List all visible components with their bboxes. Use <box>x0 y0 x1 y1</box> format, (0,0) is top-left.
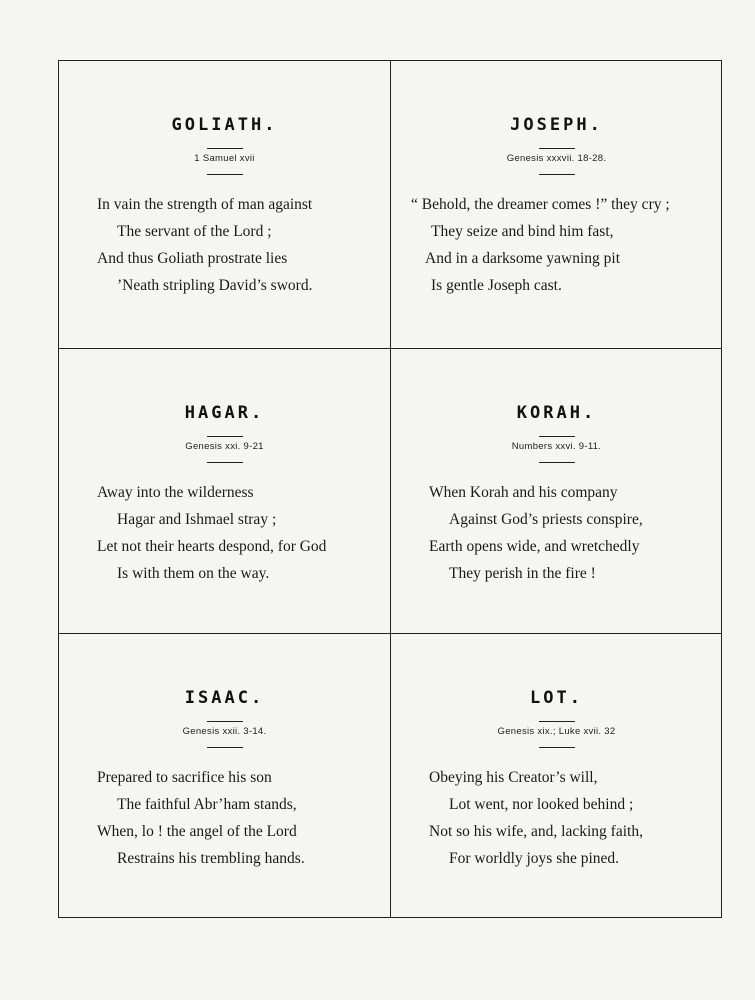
title-rule-top <box>207 436 243 437</box>
verse-line: They perish in the fire ! <box>449 565 596 582</box>
scripture-reference: Genesis xix.; Luke xvii. 32 <box>497 726 616 737</box>
verse <box>411 191 670 299</box>
title-rule-bottom <box>539 174 575 175</box>
scripture-reference: Genesis xxxvii. 18-28. <box>506 153 607 164</box>
card-goliath <box>58 60 390 348</box>
card-title: HAGAR. <box>184 403 265 423</box>
verse-line: When, lo ! the angel of the Lord <box>97 823 297 840</box>
verse <box>97 191 312 299</box>
verse <box>97 764 305 872</box>
verse-line: ’Neath stripling David’s sword. <box>117 277 313 294</box>
verse-line: The faithful Abr’ham stands, <box>117 796 297 813</box>
verse-line: And thus Goliath prostrate lies <box>97 250 288 267</box>
title-rule-bottom <box>207 747 243 748</box>
verse-line: Restrains his trembling hands. <box>117 850 305 867</box>
verse-line: Hagar and Ishmael stray ; <box>117 511 277 528</box>
verse-line: Is with them on the way. <box>117 565 270 582</box>
card-hagar <box>58 348 390 633</box>
verse-line: When Korah and his company <box>429 484 618 501</box>
scripture-reference: Numbers xxvi. 9-11. <box>511 441 602 452</box>
verse-line: Is gentle Joseph cast. <box>431 277 562 294</box>
card-title: JOSEPH. <box>510 115 603 135</box>
verse-line: Away into the wilderness <box>97 484 254 501</box>
verse-card-grid <box>58 60 722 918</box>
title-rule-bottom <box>207 462 243 463</box>
card-isaac <box>58 633 390 918</box>
verse-line: In vain the strength of man against <box>97 196 313 213</box>
verse <box>97 479 326 587</box>
verse <box>429 479 643 587</box>
scripture-reference: Genesis xxi. 9-21 <box>185 441 264 452</box>
title-rule-bottom <box>207 174 243 175</box>
verse-line: And in a darksome yawning pit <box>425 250 621 267</box>
title-rule-bottom <box>539 462 575 463</box>
verse-line: “ Behold, the dreamer comes !” they cry ; <box>411 196 670 213</box>
scripture-reference: Genesis xxii. 3-14. <box>182 726 267 737</box>
verse-line: Against God’s priests conspire, <box>449 511 643 528</box>
title-rule-top <box>207 721 243 722</box>
card-title: ISAAC. <box>184 688 265 708</box>
title-rule-top <box>539 436 575 437</box>
verse-line: They seize and bind him fast, <box>431 223 614 240</box>
card-joseph <box>390 60 722 348</box>
title-rule-top <box>207 148 243 149</box>
verse-line: Let not their hearts despond, for God <box>97 538 327 555</box>
verse-line: Not so his wife, and, lacking faith, <box>429 823 643 840</box>
verse-line: Earth opens wide, and wretchedly <box>429 538 640 555</box>
scripture-reference: 1 Samuel xvii <box>194 153 255 164</box>
card-title: GOLIATH. <box>171 115 278 135</box>
verse-line: Prepared to sacrifice his son <box>97 769 272 786</box>
title-rule-bottom <box>539 747 575 748</box>
card-title: LOT. <box>530 688 583 708</box>
verse-line: The servant of the Lord ; <box>117 223 272 240</box>
card-title: KORAH. <box>516 403 597 423</box>
card-korah <box>390 348 722 633</box>
verse-line: Obeying his Creator’s will, <box>429 769 598 786</box>
title-rule-top <box>539 148 575 149</box>
verse <box>429 764 643 872</box>
verse-line: For worldly joys she pined. <box>449 850 620 867</box>
title-rule-top <box>539 721 575 722</box>
verse-line: Lot went, nor looked behind ; <box>449 796 634 813</box>
card-lot <box>390 633 722 918</box>
